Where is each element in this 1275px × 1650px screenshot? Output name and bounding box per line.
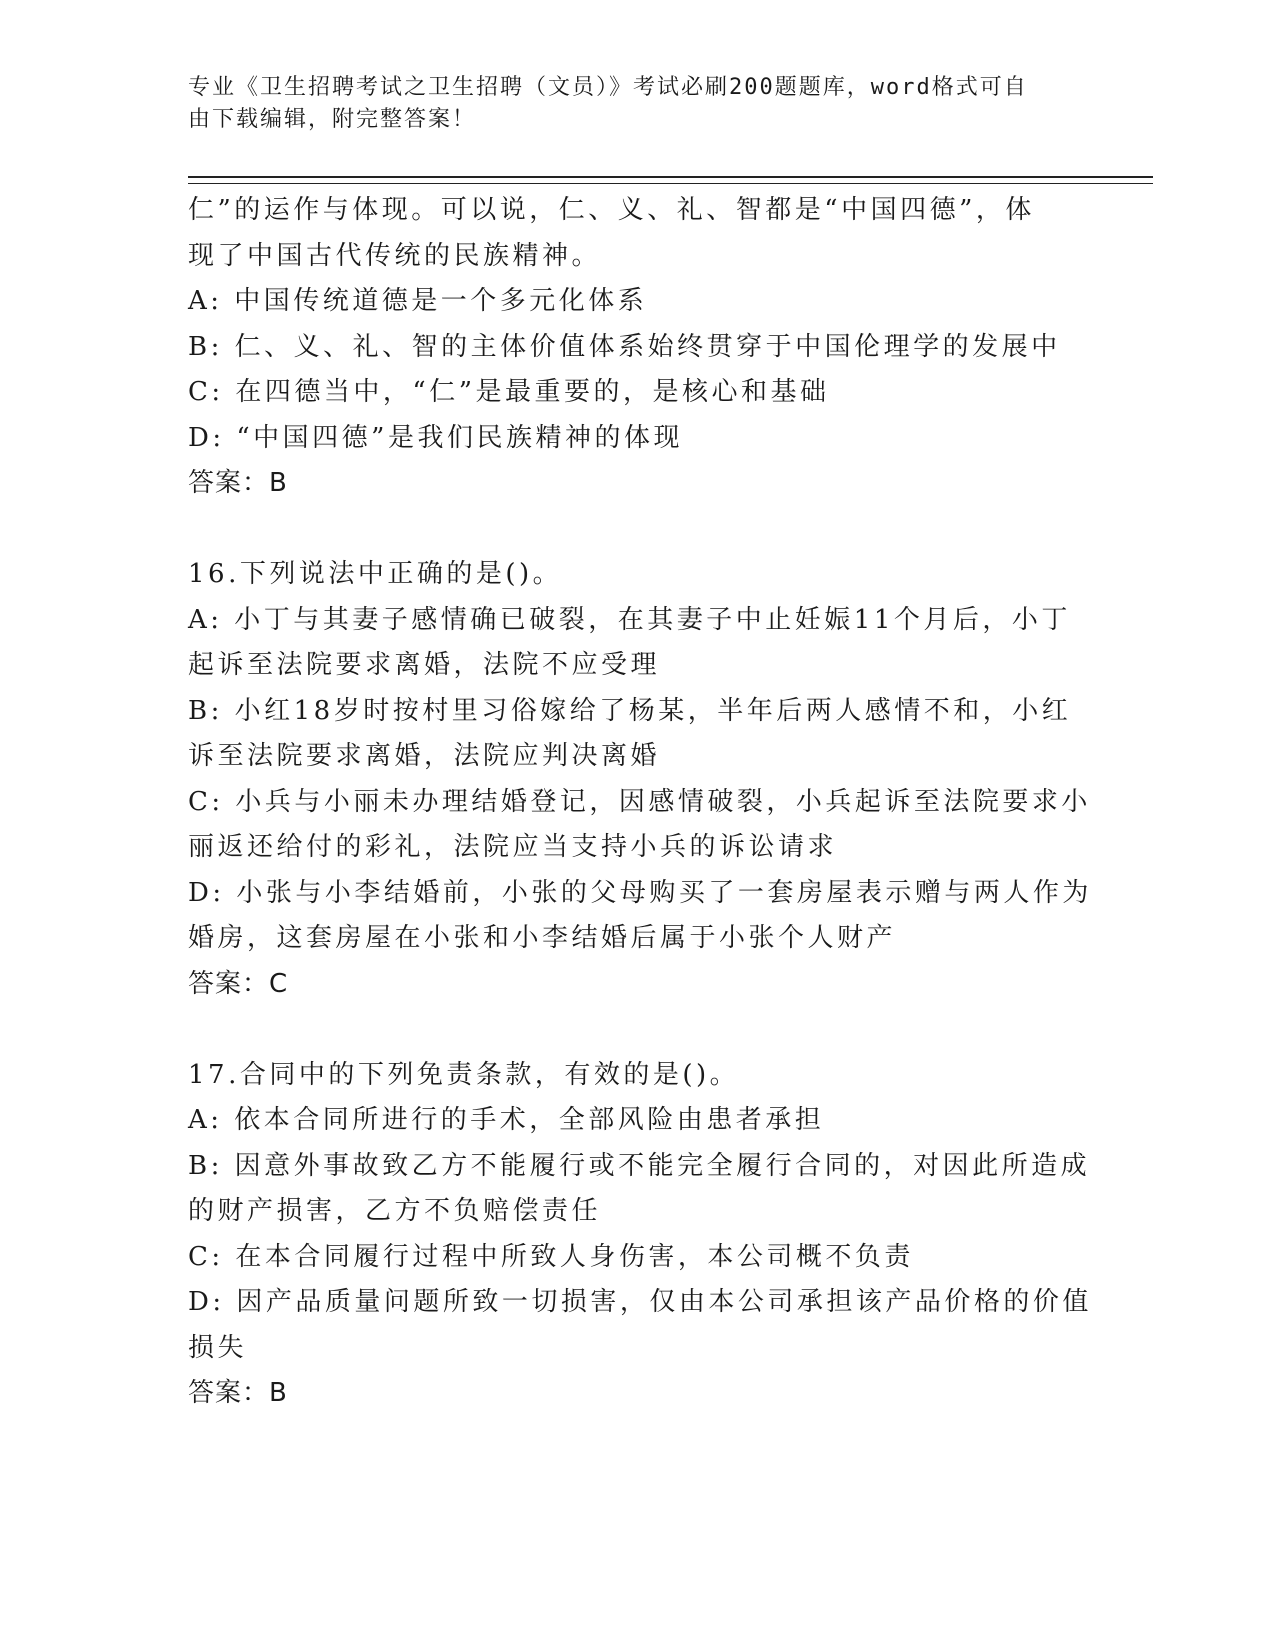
option-b: B: 因意外事故致乙方不能履行或不能完全履行合同的，对因此所造成	[188, 1150, 1091, 1181]
option-a: A: 中国传统道德是一个多元化体系	[188, 286, 648, 316]
passage-line: 仁”的运作与体现。可以说，仁、义、礼、智都是“中国四德”，体	[188, 195, 1035, 225]
header-title-line-1: 专业《卫生招聘考试之卫生招聘（文员）》考试必刷200题题库，word格式可自	[188, 75, 1028, 100]
passage-line: 现了中国古代传统的民族精神。	[188, 240, 602, 271]
option-a-continued: 起诉至法院要求离婚，法院不应受理	[188, 650, 661, 680]
question-stem: 16.下列说法中正确的是()。	[188, 559, 563, 589]
option-c: C: 在本合同履行过程中所致人身伤害，本公司概不负责	[188, 1241, 914, 1272]
option-b-continued: 的财产损害，乙方不负赔偿责任	[188, 1196, 602, 1226]
question-17	[188, 1053, 1092, 1417]
option-a: A: 小丁与其妻子感情确已破裂，在其妻子中止妊娠11个月后，小丁	[188, 604, 1071, 635]
option-d-continued: 婚房，这套房屋在小张和小李结婚后属于小张个人财产	[188, 923, 897, 953]
option-d: D: “中国四德”是我们民族精神的体现	[188, 422, 683, 453]
question-spacer	[188, 507, 1068, 553]
document-header	[188, 72, 1068, 136]
header-title-line-2: 由下载编辑，附完整答案！	[188, 107, 477, 132]
answer-line: 答案：B	[188, 468, 288, 498]
option-d: D: 因产品质量问题所致一切损害，仅由本公司承担该产品价格的价值	[188, 1287, 1092, 1317]
option-b-continued: 诉至法院要求离婚，法院应判决离婚	[188, 741, 661, 771]
question-15-continuation	[188, 188, 1068, 507]
question-spacer	[188, 1007, 1068, 1053]
option-c: C: 小兵与小丽未办理结婚登记，因感情破裂，小兵起诉至法院要求小	[188, 786, 1091, 817]
option-d: D: 小张与小李结婚前，小张的父母购买了一套房屋表示赠与两人作为	[188, 877, 1092, 908]
option-b: B: 仁、义、礼、智的主体价值体系始终贯穿于中国伦理学的发展中	[188, 331, 1061, 362]
option-a: A: 依本合同所进行的手术，全部风险由患者承担	[188, 1105, 825, 1135]
document-body	[188, 188, 1092, 1417]
option-c: C: 在四德当中，“仁”是最重要的，是核心和基础	[188, 377, 830, 407]
question-stem: 17.合同中的下列免责条款，有效的是()。	[188, 1059, 740, 1090]
answer-line: 答案：C	[188, 968, 289, 999]
option-c-continued: 丽返还给付的彩礼，法院应当支持小兵的诉讼请求	[188, 832, 838, 862]
option-b: B: 小红18岁时按村里习俗嫁给了杨某，半年后两人感情不和，小红	[188, 695, 1072, 726]
question-16	[188, 552, 1092, 1007]
header-divider	[188, 176, 1153, 184]
option-d-continued: 损失	[188, 1332, 248, 1363]
answer-line: 答案：B	[188, 1378, 288, 1408]
